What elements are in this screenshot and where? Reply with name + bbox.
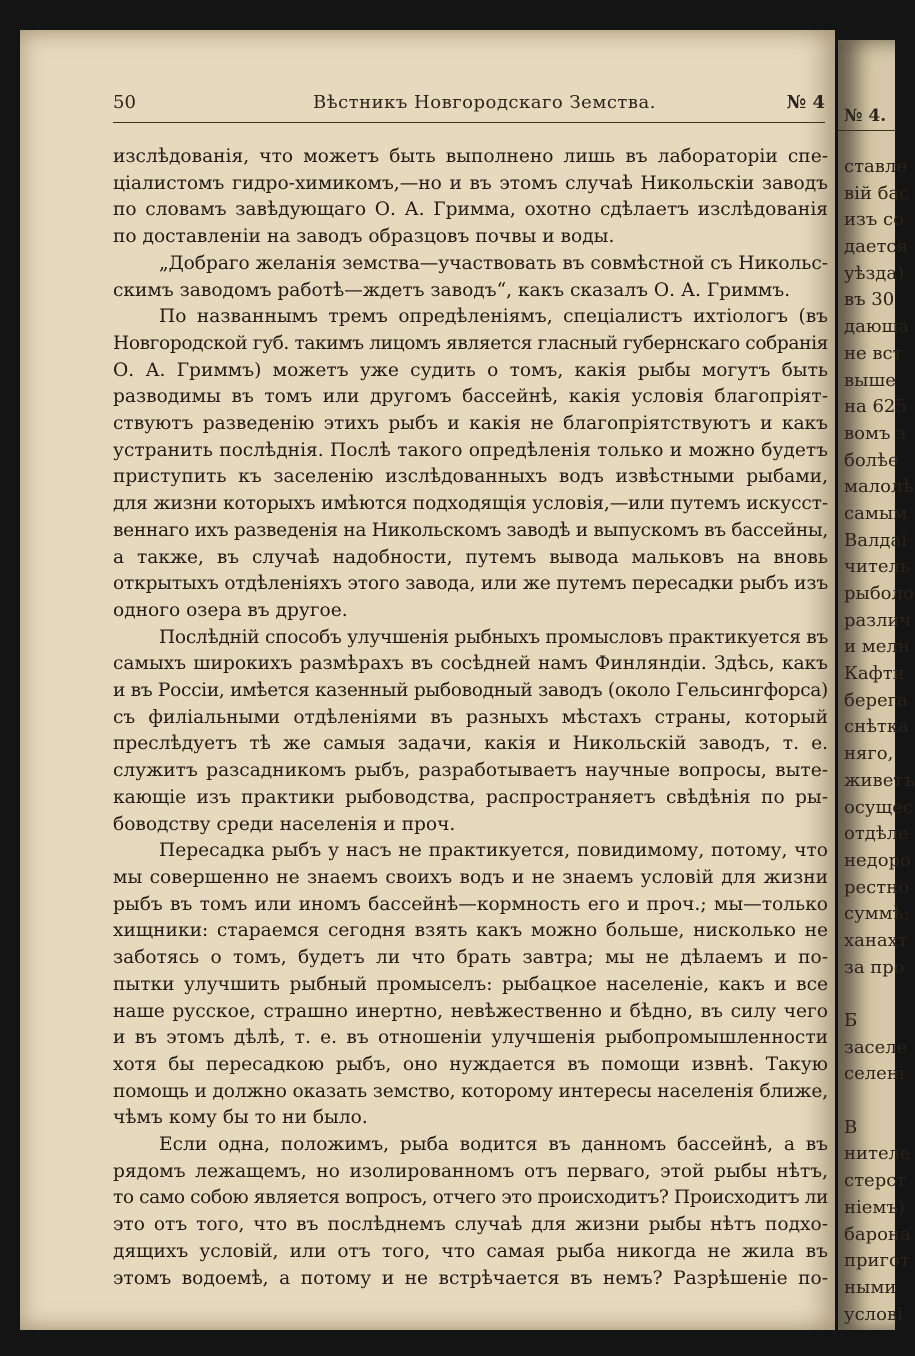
next-page-text	[844, 154, 915, 1328]
next-page-line	[844, 1088, 904, 1115]
next-page-line: не вст	[844, 342, 903, 364]
next-page-line: вомъ з	[844, 422, 906, 444]
next-page-line: стерст	[844, 1170, 907, 1192]
next-page-line: рестно	[844, 876, 910, 898]
next-page-line: дается	[844, 236, 908, 258]
next-page-line: читель	[844, 556, 910, 578]
next-page-line: изъ со	[844, 209, 904, 231]
next-page-line: заселе	[844, 1036, 908, 1058]
next-page-line: ханахт	[844, 929, 908, 951]
text-line: дящихъ условій, или отъ того, что самая рыба никогда не жила въ	[113, 1240, 828, 1262]
text-line: Послѣдній способъ улучшенія рыбныхъ промысловъ практикуется въ	[159, 626, 828, 648]
next-page-line	[844, 981, 904, 1008]
text-line: заботясь о томъ, будетъ ли что брать завтра; мы не дѣлаемъ и по-	[113, 947, 828, 969]
next-page-line: самым	[844, 502, 908, 524]
next-page-line: вій бас	[844, 182, 910, 204]
text-line: кающіе изъ практики рыбоводства, распространяетъ свѣдѣнія по ры-	[113, 786, 828, 808]
text-line: рыбъ въ томъ или иномъ бассейнѣ—кормность его и проч.; мы—только	[113, 893, 828, 915]
next-page-line: на 625	[844, 396, 907, 418]
text-line: этомъ водоемѣ, а потому и не встрѣчается въ немъ? Разрѣшеніе по-	[113, 1267, 828, 1289]
page-number: 50	[113, 92, 136, 113]
text-line: преслѣдуетъ тѣ же самыя задачи, какія и Никольскій заводъ, т. е.	[113, 733, 828, 755]
next-page-line: за про	[844, 956, 905, 978]
text-line: открытыхъ отдѣленіяхъ этого завода, или же путемъ пересадки рыбъ изъ	[113, 573, 828, 595]
text-line: разводимы въ томъ или другомъ бассейнѣ, какія условія благопріят-	[113, 386, 828, 408]
next-page-line: различ	[844, 609, 912, 631]
next-page-line: и мелн	[844, 636, 910, 658]
next-page-line: нителе	[844, 1143, 911, 1165]
text-line: съ филіальными отдѣленіями въ разныхъ мѣстахъ страны, который	[113, 706, 828, 728]
next-page-edge	[838, 40, 915, 1330]
text-line: одного озера въ другое.	[113, 599, 348, 621]
text-line: „Добраго желанія земства—участвовать въ совмѣстной съ Никольс-	[159, 252, 828, 274]
next-page-line: дающа	[844, 316, 909, 338]
text-line: изслѣдованія, что можетъ быть выполнено лишь въ лабораторіи спе-	[113, 146, 828, 167]
text-line: самыхъ широкихъ размѣрахъ въ сосѣдней намъ Финляндіи. Здѣсь, какъ	[113, 653, 828, 675]
next-page-line: услові	[844, 1303, 903, 1325]
text-line: и въ этомъ дѣлѣ, т. е. въ отношеніи улучшенія рыбопромышленности	[113, 1027, 828, 1049]
next-page-line: ніемъ)	[844, 1196, 905, 1218]
next-page-line: суммѣ;	[844, 903, 910, 925]
text-line: боводству среди населенія и проч.	[113, 813, 456, 835]
next-page-line: въ 30	[844, 289, 895, 311]
next-page-line: ставле	[844, 156, 907, 177]
next-page-line: барона	[844, 1223, 911, 1245]
next-page-header-rule	[838, 130, 895, 131]
next-page-line: няго,	[844, 743, 894, 765]
next-page-line: ными	[844, 1276, 897, 1298]
next-page-line: Б	[844, 1010, 858, 1031]
text-line: Пересадка рыбъ у насъ не практикуется, повидимому, потому, что	[159, 840, 828, 862]
issue-number: № 4	[786, 92, 825, 113]
next-page-line: недоро	[844, 849, 911, 871]
text-line: это отъ того, что въ послѣднемъ случаѣ для жизни рыбы нѣтъ подхо-	[113, 1214, 828, 1236]
text-line: хотя бы пересадкою рыбъ, оно нуждается въ помощи извнѣ. Такую	[113, 1053, 828, 1075]
text-line: Если одна, положимъ, рыба водится въ данномъ бассейнѣ, а въ	[159, 1134, 828, 1156]
next-page-line: Кафти	[844, 663, 905, 685]
next-page-line: В	[844, 1116, 858, 1138]
text-line: служитъ разсадникомъ рыбъ, разработываетъ научные вопросы, выте-	[113, 760, 828, 782]
text-line: рядомъ лежащемъ, но изолированномъ отъ перваго, этой рыбы нѣтъ,	[113, 1160, 828, 1182]
next-page-line: живетъ	[844, 769, 915, 791]
next-page-line: берега	[844, 689, 908, 711]
book-page	[20, 30, 835, 1330]
next-page-line: снѣтка	[844, 716, 909, 738]
text-line: О. А. Гриммъ) можетъ уже судить о томъ, какія рыбы могутъ быть	[113, 359, 828, 381]
text-line: наше русское, страшно инертно, невѣжественно и бѣдно, въ силу чего	[113, 1000, 828, 1022]
text-line: хищники: стараемся сегодня взять какъ можно больше, нисколько не	[113, 920, 828, 942]
text-line: то само собою является вопросъ, отчего это происходитъ? Происходитъ ли	[113, 1187, 828, 1209]
text-line: по доставленіи на заводъ образцовъ почвы и воды.	[113, 226, 615, 248]
text-line: устранить послѣднія. Послѣ такого опредѣленія только и можно будетъ	[113, 439, 828, 461]
text-line: мы совершенно не знаемъ своихъ водъ и не знаемъ условій для жизни	[113, 866, 828, 888]
text-line: Новгородской губ. такимъ лицомъ является гласный губернскаго собранія	[113, 332, 828, 354]
text-line: помощь и должно оказать земство, которому интересы населенія ближе,	[113, 1080, 828, 1102]
text-line: По названнымъ тремъ опредѣленіямъ, спеціалистъ ихтіологъ (въ	[159, 306, 828, 328]
text-line: а также, въ случаѣ надобности, путемъ вывода мальковъ на вновь	[113, 546, 828, 568]
running-title: Вѣстникъ Новгородскаго Земства.	[313, 92, 656, 113]
text-line: скимъ заводомъ работѣ—ждетъ заводъ“, какъ сказалъ О. А. Гриммъ.	[113, 279, 791, 301]
next-page-line: отдѣле	[844, 823, 909, 845]
next-page-line: болѣе	[844, 449, 899, 471]
next-page-line: выше	[844, 369, 896, 391]
next-page-line: пригот	[844, 1250, 910, 1272]
text-line: по словамъ завѣдующаго О. А. Гримма, охотно сдѣлаетъ изслѣдованія	[113, 199, 828, 221]
text-line: ствуютъ разведенію этихъ рыбъ и какія не благопріятствуютъ и какъ	[113, 413, 828, 435]
text-line: чѣмъ кому бы то ни было.	[113, 1107, 368, 1129]
text-line: и въ Россіи, имѣется казенный рыбоводный заводъ (около Гельсингфорса)	[113, 680, 828, 702]
next-page-line: малолѣ	[844, 476, 914, 498]
next-page-line: селені	[844, 1063, 905, 1085]
next-page-line: уѣзда)	[844, 262, 905, 284]
text-line: для жизни которыхъ имѣются подходящія условія,—или путемъ искусст-	[113, 493, 828, 515]
text-line: приступить къ заселенію изслѣдованныхъ водъ извѣстными рыбами,	[113, 466, 828, 488]
text-line: веннаго ихъ разведенія на Никольскомъ заводѣ и выпускомъ въ бассейны,	[113, 519, 828, 541]
body-text	[113, 144, 828, 1292]
next-page-issue-number: № 4.	[844, 106, 887, 126]
next-page-line: осущес	[844, 796, 913, 818]
text-line: ціалистомъ гидро-химикомъ,—но и въ этомъ случаѣ Никольскіи заводъ	[113, 172, 828, 194]
text-line: пытки улучшить рыбный промыселъ: рыбацкое населеніе, какъ и все	[113, 973, 828, 995]
header-rule	[113, 122, 825, 123]
page-header	[113, 92, 825, 122]
next-page-line: Валдаї	[844, 529, 907, 551]
next-page-line: рыболо	[844, 583, 914, 604]
